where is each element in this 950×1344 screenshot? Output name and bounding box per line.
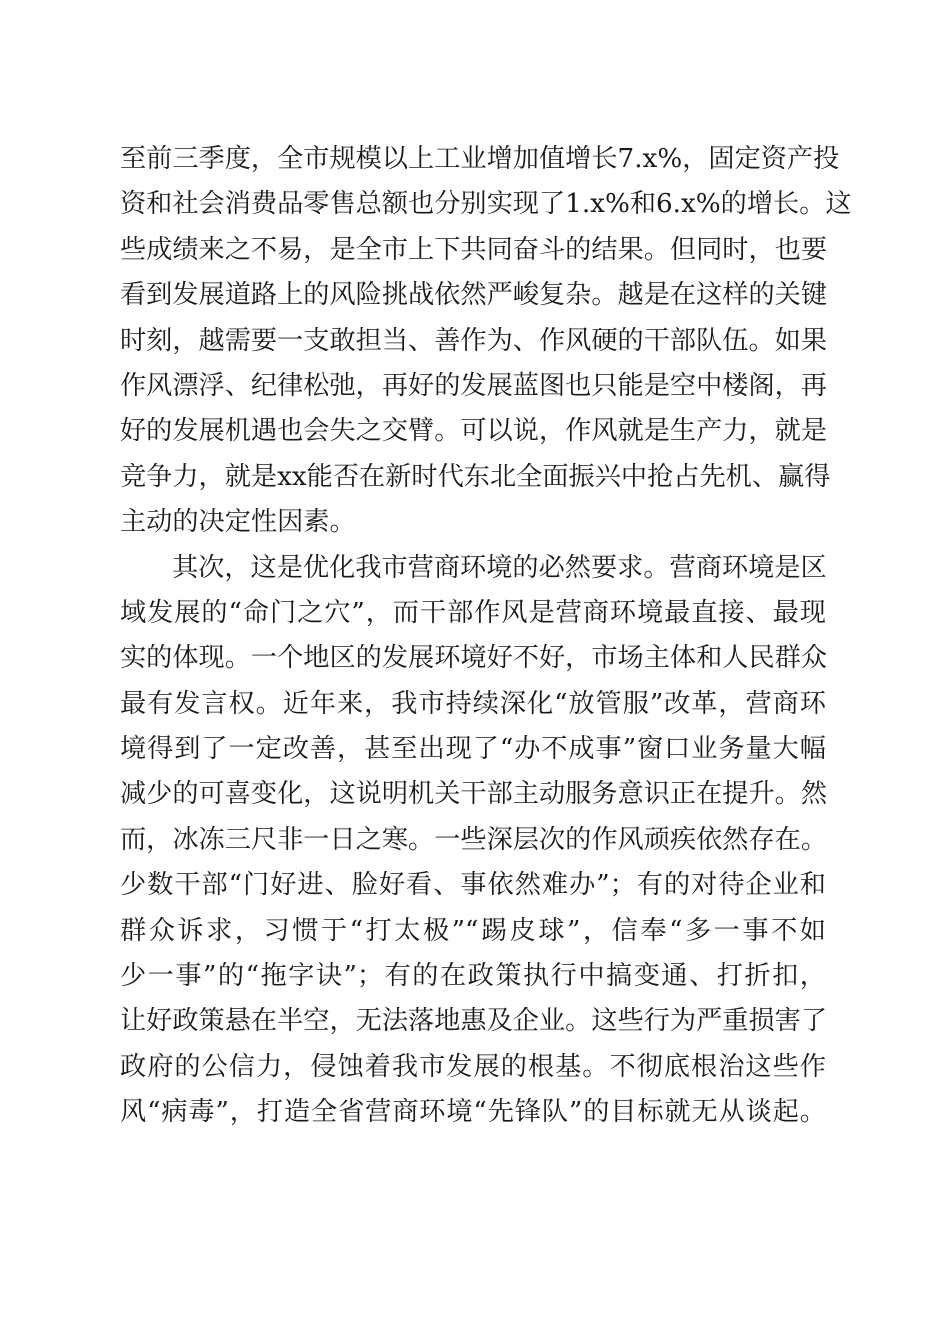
text-line: 域发展的“命门之穴”，而干部作风是营商环境最直接、最现: [120, 597, 826, 628]
text-line: 至前三季度，全市规模以上工业增加值增长7.x%，固定资产投: [120, 144, 840, 174]
text-line: 少一事”的“拖字诀”；有的在政策执行中搞变通、打折扣，: [120, 961, 826, 992]
text-line: 少数干部“门好进、脸好看、事依然难办”；有的对待企业和: [120, 870, 826, 901]
text-line: 最有发言权。近年来，我市持续深化“放管服”改革，营商环: [120, 688, 826, 719]
paragraph-1: [120, 137, 852, 546]
text-line: 资和社会消费品零售总额也分别实现了1.x%和6.x%的增长。这: [120, 189, 852, 220]
text-line: 风“病毒”，打造全省营商环境“先锋队”的目标就无从谈起。: [120, 1097, 826, 1128]
text-line: 政府的公信力，侵蚀着我市发展的根基。不彻底根治这些作: [120, 1051, 826, 1082]
text-line: 其次，这是优化我市营商环境的必然要求。营商环境是区: [172, 552, 827, 583]
document-page: [120, 137, 852, 1136]
text-line: 实的体现。一个地区的发展环境好不好，市场主体和人民群众: [120, 643, 828, 674]
text-line: 境得到了一定改善，甚至出现了“办不成事”窗口业务量大幅: [120, 734, 826, 765]
text-line: 些成绩来之不易，是全市上下共同奋斗的结果。但同时，也要: [120, 234, 828, 265]
text-line: 竞争力，就是xx能否在新时代东北全面振兴中抢占先机、赢得: [120, 461, 831, 492]
text-line: 让好政策悬在半空，无法落地惠及企业。这些行为严重损害了: [120, 1006, 828, 1037]
text-line: 作风漂浮、纪律松弛，再好的发展蓝图也只能是空中楼阁，再: [120, 370, 828, 401]
text-line: 主动的决定性因素。: [120, 507, 356, 538]
text-line: 好的发展机遇也会失之交臂。可以说，作风就是生产力，就是: [120, 416, 828, 447]
text-line: 看到发展道路上的风险挑战依然严峻复杂。越是在这样的关键: [120, 280, 828, 311]
text-line: 群众诉求，习惯于“打太极”“踢皮球”，信奉“多一事不如: [120, 915, 826, 946]
text-line: 减少的可喜变化，这说明机关干部主动服务意识正在提升。然: [120, 779, 828, 810]
paragraph-2: [120, 546, 826, 1136]
text-line: 时刻，越需要一支敢担当、善作为、作风硬的干部队伍。如果: [120, 325, 828, 356]
text-line: 而，冰冻三尺非一日之寒。一些深层次的作风顽疾依然存在。: [120, 824, 828, 855]
